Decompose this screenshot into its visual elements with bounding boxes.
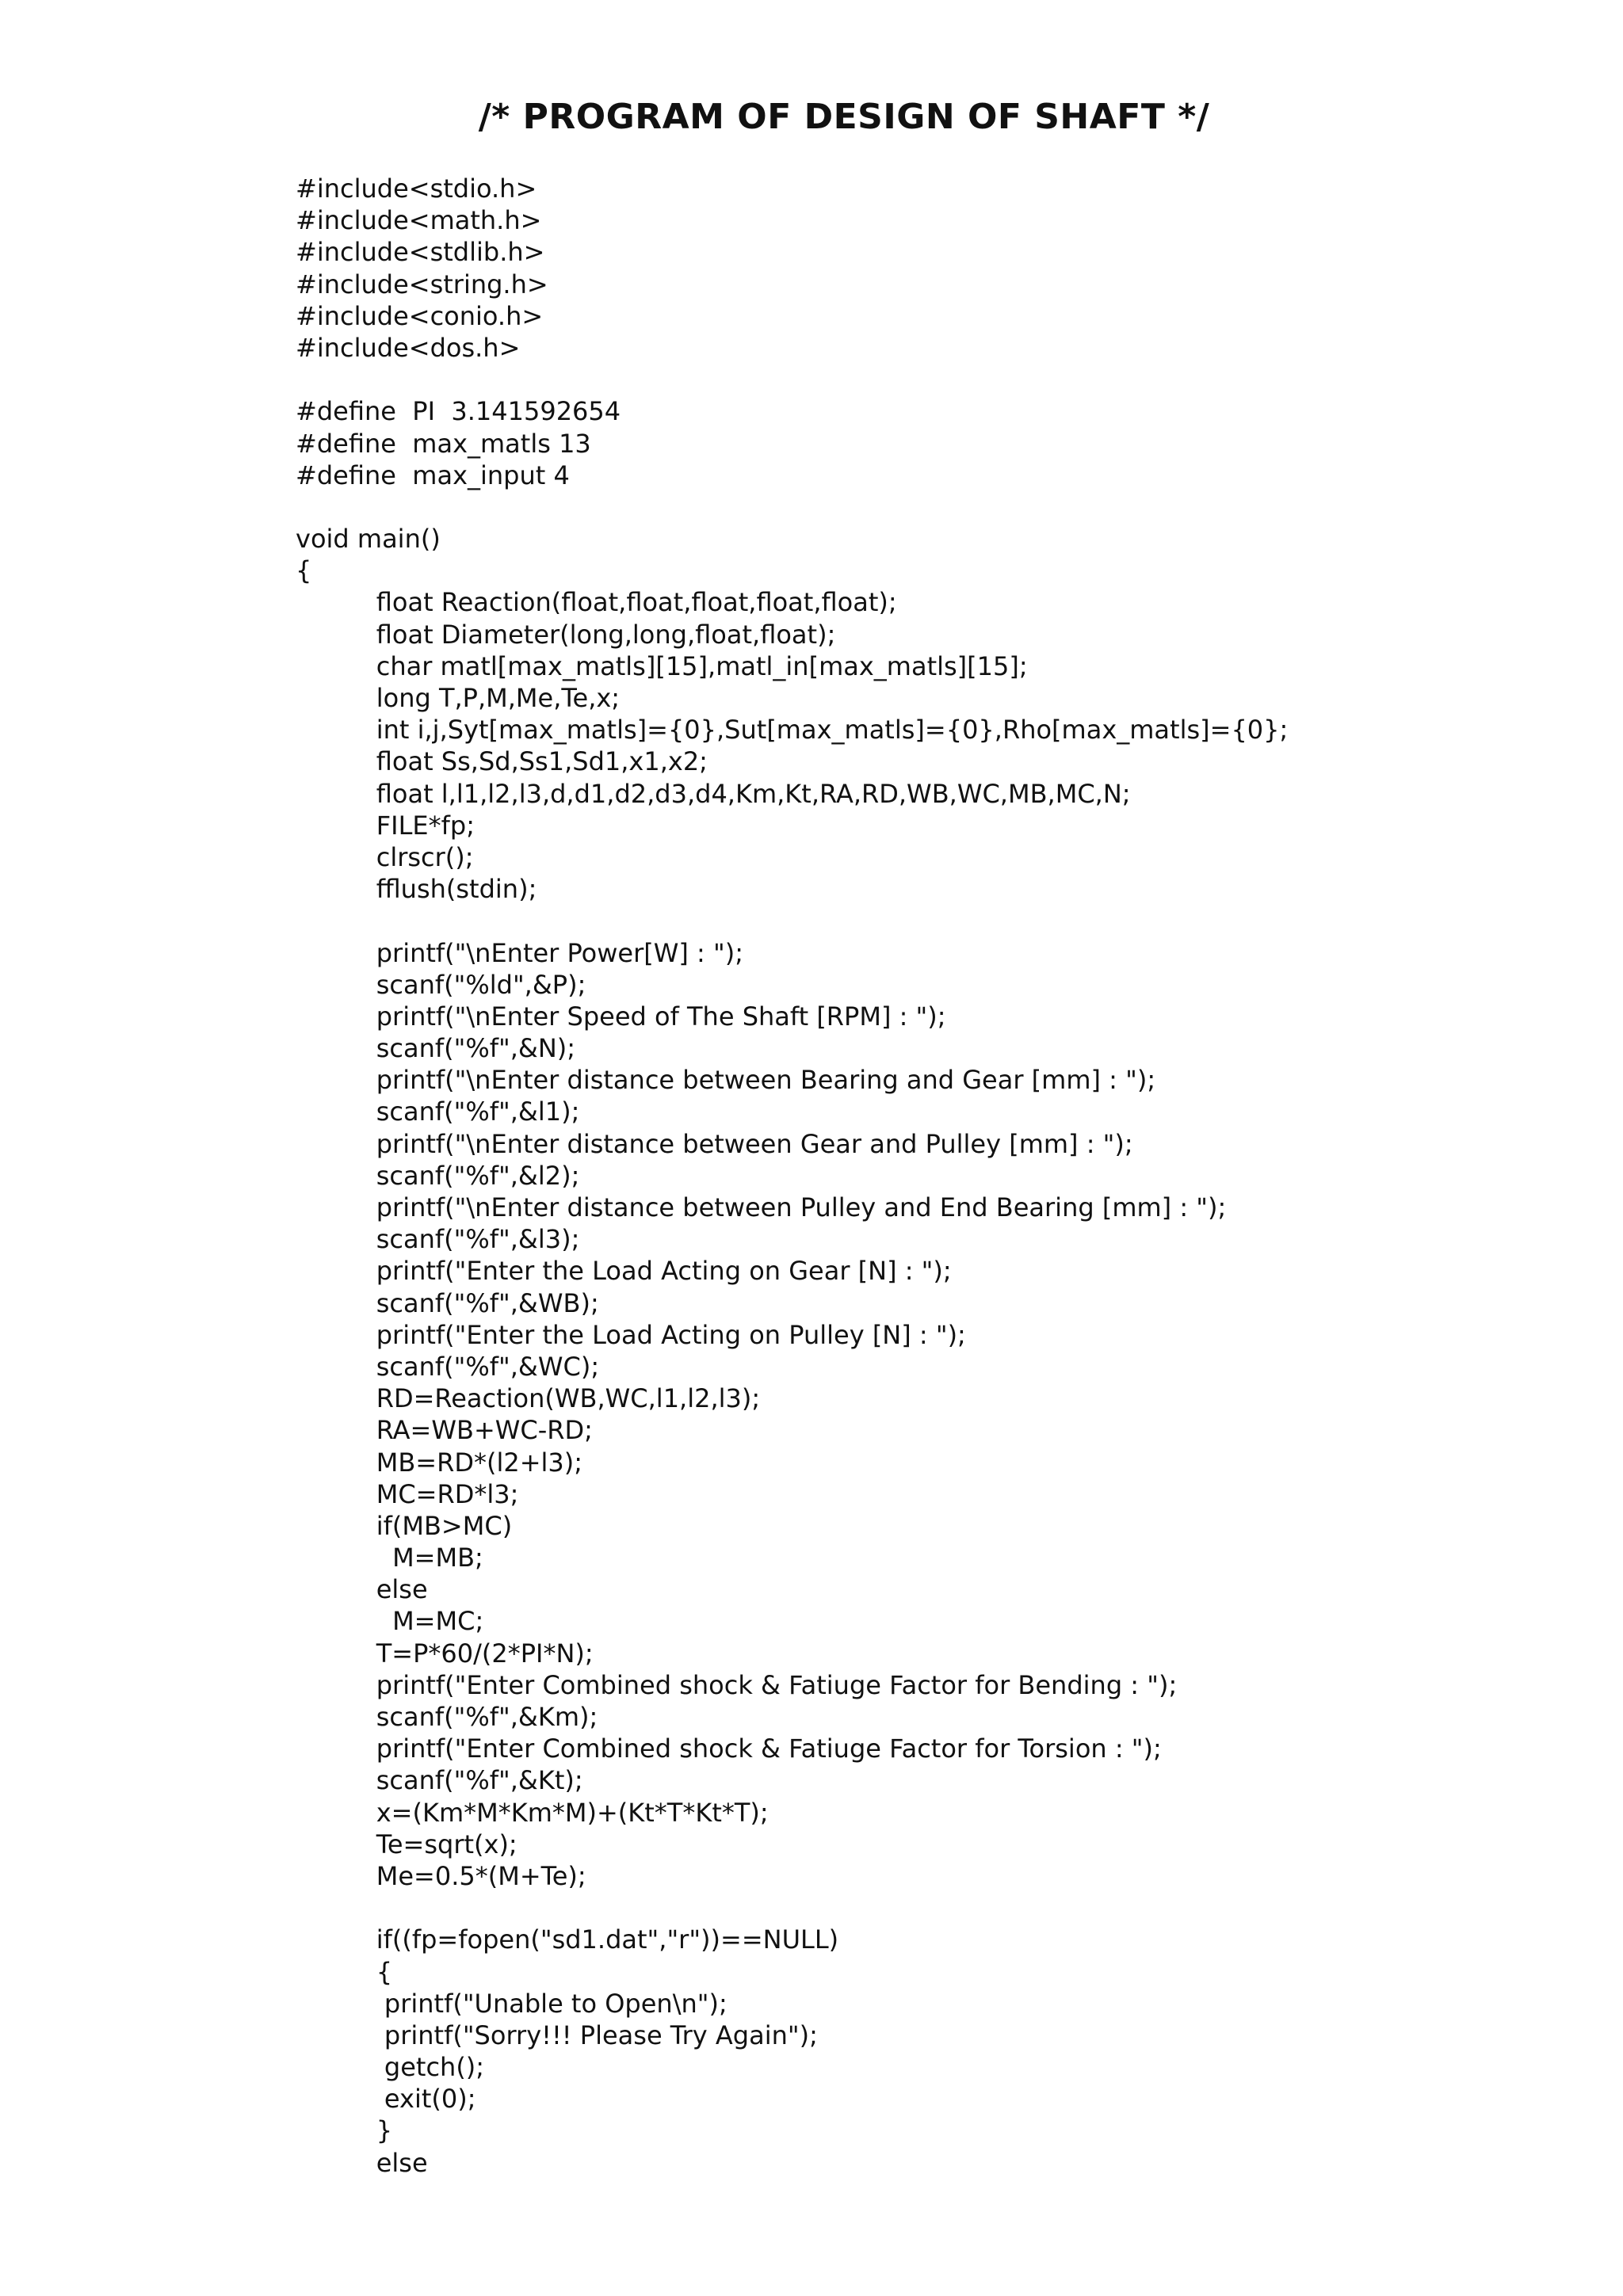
code-line: float Reaction(float,float,float,float,float); [296,587,897,618]
code-line: scanf("%f",&N); [296,1033,576,1064]
code-line: #include<conio.h> [296,300,544,331]
code-line: #include<stdio.h> [296,174,537,204]
code-line: else [296,2147,428,2178]
code-line: long T,P,M,Me,Te,x; [296,683,621,713]
code-line: MC=RD*l3; [296,1478,519,1509]
code-line: M=MC; [296,1606,484,1637]
code-line: scanf("%ld",&P); [296,969,586,1000]
code-line: float Diameter(long,long,float,float); [296,619,836,650]
code-line: RD=Reaction(WB,WC,l1,l2,l3); [296,1383,761,1414]
code-line: else [296,1574,428,1605]
code-line [296,491,1595,523]
code-line: scanf("%f",&Km); [296,1702,598,1732]
code-line [296,1892,1595,1924]
code-line: scanf("%f",&WB); [296,1287,599,1318]
code-line: { [296,1956,393,1987]
code-line: clrscr(); [296,841,474,872]
code-line: { [296,555,312,586]
code-line: printf("Enter Combined shock & Fatiuge Factor for Bending : "); [296,1669,1178,1700]
code-line: M=MB; [296,1543,483,1573]
code-line: printf("\nEnter Power[W] : "); [296,937,743,968]
code-line: if((fp=fopen("sd1.dat","r"))==NULL) [296,1924,839,1955]
code-line: if(MB>MC) [296,1510,513,1541]
code-line: #include<string.h> [296,269,548,299]
code-line: x=(Km*M*Km*M)+(Kt*T*Kt*T); [296,1797,769,1828]
code-line: printf("\nEnter Speed of The Shaft [RPM] : "); [296,1001,946,1032]
code-line: FILE*fp; [296,810,475,841]
code-line: scanf("%f",&l3); [296,1224,580,1255]
code-listing [296,173,1595,2179]
code-line: printf("Enter Combined shock & Fatiuge Factor for Torsion : "); [296,1733,1162,1764]
code-line: MB=RD*(l2+l3); [296,1447,583,1478]
code-line: #define max_matls 13 [296,428,591,459]
code-line: } [296,2115,393,2146]
code-line: T=P*60/(2*PI*N); [296,1638,594,1669]
code-line: printf("Enter the Load Acting on Pulley [N] : "); [296,1319,966,1350]
code-line: getch(); [296,2052,485,2083]
code-line: scanf("%f",&l1); [296,1097,580,1127]
code-line: printf("\nEnter distance between Pulley and End Bearing [mm] : "); [296,1192,1227,1222]
code-line: #include<math.h> [296,205,542,236]
code-line: printf("\nEnter distance between Bearing and Gear [mm] : "); [296,1065,1156,1096]
code-line: Me=0.5*(M+Te); [296,1860,586,1891]
code-line: printf("Enter the Load Acting on Gear [N] : "); [296,1256,952,1287]
code-line: void main() [296,524,441,555]
code-line: scanf("%f",&Kt); [296,1765,583,1796]
page-title: /* PROGRAM OF DESIGN OF SHAFT */ [478,97,1210,137]
code-line: RA=WB+WC-RD; [296,1415,593,1446]
code-line: scanf("%f",&l2); [296,1160,580,1191]
code-line: #include<dos.h> [296,332,521,363]
code-line: printf("Unable to Open\n"); [296,1988,727,2019]
code-line: fflush(stdin); [296,874,537,905]
code-line [296,364,1595,395]
code-line: #include<stdlib.h> [296,237,545,268]
code-line: #define max_input 4 [296,460,570,490]
code-line: #define PI 3.141592654 [296,396,621,427]
code-line: printf("\nEnter distance between Gear and Pulley [mm] : "); [296,1128,1133,1159]
code-line: Te=sqrt(x); [296,1829,517,1859]
code-line: exit(0); [296,2084,476,2115]
code-line: char matl[max_matls][15],matl_in[max_matls][15]; [296,650,1028,681]
code-line [296,905,1595,936]
code-line: printf("Sorry!!! Please Try Again"); [296,2019,818,2050]
code-line: float Ss,Sd,Ss1,Sd1,x1,x2; [296,746,708,777]
code-line: float l,l1,l2,l3,d,d1,d2,d3,d4,Km,Kt,RA,RD,WB,WC,MB,MC,N; [296,778,1131,809]
code-line: int i,j,Syt[max_matls]={0},Sut[max_matls]={0},Rho[max_matls]={0}; [296,715,1289,746]
code-line: scanf("%f",&WC); [296,1351,600,1382]
